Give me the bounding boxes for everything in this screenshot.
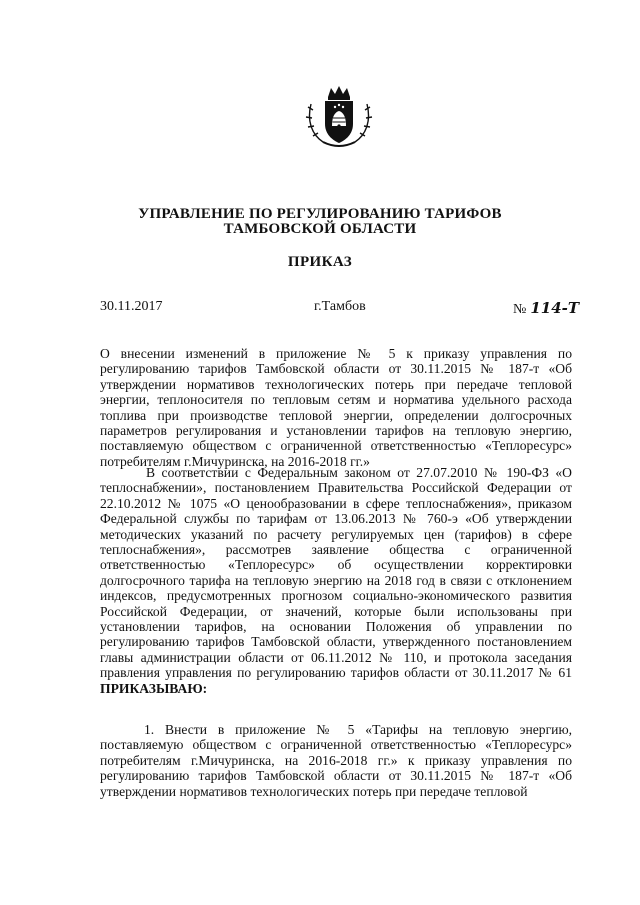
preamble-paragraph [100,465,572,696]
order-subject: О внесении изменений в приложение № 5 к приказу управления по регулированию тарифов Тамбовской области от 30.11.2015 № 187-т «Об утверждении нормативов технологических потерь при передаче тепловой энергии, теплоносителя по тепловым сетям и норматива удельного расхода топлива при производстве тепловой энергии, определении долгосрочных параметров регулирования и установлении тарифов на тепловую энергию, поставляемую обществом с ограниченной ответственностью «Теплоресурс» потребителям г.Мичуринска, на 2016-2018 гг.» [100,346,572,469]
number-sign: № [513,302,527,317]
order-keyword: ПРИКАЗЫВАЮ: [100,680,208,696]
clause-1-paragraph: 1. Внести в приложение № 5 «Тарифы на тепловую энергию, поставляемую обществом с ограниченной ответственностью «Теплоресурс» потребителям г.Мичуринска, на 2016-2018 гг.» к приказу управления по регулированию тарифов Тамбовской области от 30.11.2015 № 187-т «Об утверждении нормативов технологических потерь при передаче тепловой [100,722,572,799]
handwritten-number: 114-Т [530,299,580,317]
order-number [513,299,579,318]
order-date: 30.11.2017 [100,299,163,314]
organization-name-line1: УПРАВЛЕНИЕ ПО РЕГУЛИРОВАНИЮ ТАРИФОВ [138,206,502,222]
preamble-text: В соответствии с Федеральным законом от 27.07.2010 № 190-ФЗ «О теплоснабжении», постановлением Правительства Российской Федерации от 22.10.2012 № 1075 «О ценообразовании в сфере теплоснабжения», приказом Федеральной службы по тарифам от 13.06.2013 № 760-э «Об утверждении методических указаний по расчету регулируемых цен (тарифов) в сфере теплоснабжения», рассмотрев заявление общества с ограниченной ответственностью «Теплоресурс» об осуществлении корректировки долгосрочного тарифа на тепловую энергию на 2018 год в связи с отклонением индексов, предусмотренных прогнозом социально-экономического развития Российской Федерации, от значений, которые были использованы при установлении тарифов, на основании Положения об управлении по регулированию тарифов Тамбовской области, утвержденного постановлением главы администрации области от 06.11.2012 № 110, и протокола заседания правления управления по регулированию тарифов области от 30.11.2017 № 61 [100,465,572,681]
coat-of-arms-icon [301,80,377,156]
order-city: г.Тамбов [314,299,366,314]
organization-name-line2: ТАМБОВСКОЙ ОБЛАСТИ [223,221,417,237]
document-title: ПРИКАЗ [287,254,353,270]
